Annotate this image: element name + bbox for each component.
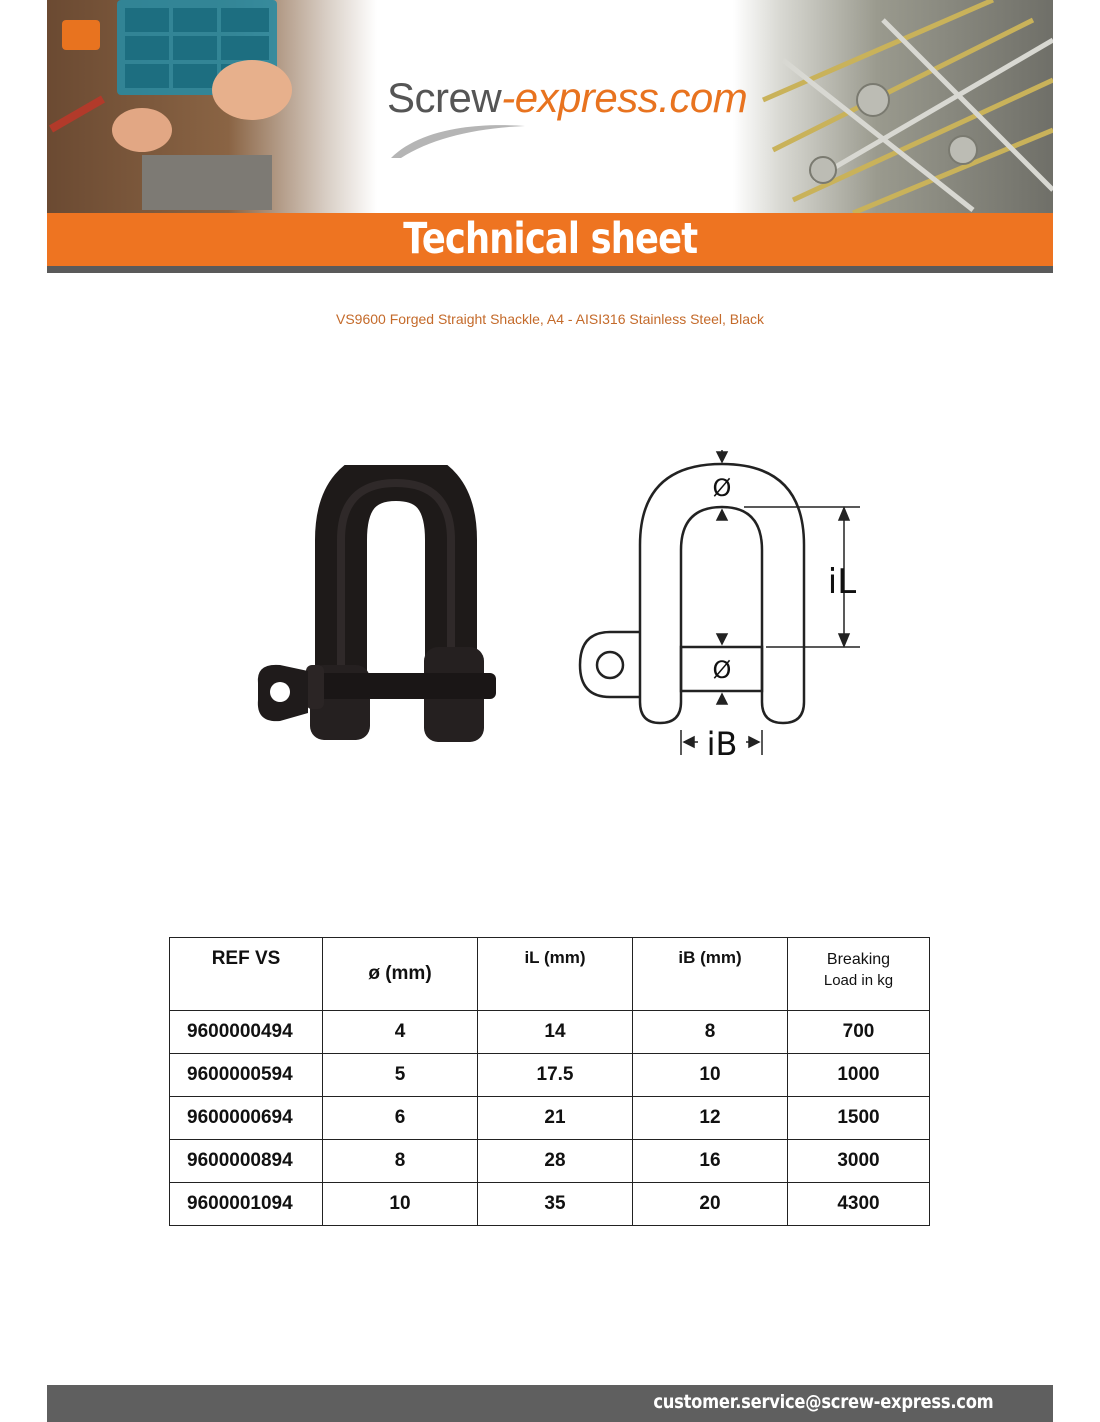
header-banner <box>47 0 1053 213</box>
cell-il: 28 <box>478 1140 633 1183</box>
col-header-breaking-load <box>788 938 930 1011</box>
cell-ref: 9600000594 <box>170 1054 323 1097</box>
col-header-il: iL (mm) <box>478 938 633 1011</box>
shackle-photo <box>246 465 546 755</box>
logo-text-domain: -express.com <box>501 74 748 121</box>
cell-ib: 10 <box>633 1054 788 1097</box>
logo-text-main: Screw <box>387 74 502 121</box>
footer-bar <box>47 1385 1053 1422</box>
cell-ref: 9600000894 <box>170 1140 323 1183</box>
table-row <box>170 1011 930 1054</box>
contact-email[interactable]: customer.service@screw-express.com <box>652 1391 993 1413</box>
cell-ib: 12 <box>633 1097 788 1140</box>
spec-table <box>169 937 930 1226</box>
cell-ref: 9600000694 <box>170 1097 323 1140</box>
cell-diameter: 10 <box>323 1183 478 1226</box>
cell-load: 3000 <box>788 1140 930 1183</box>
banner-photo-tools <box>47 0 377 213</box>
cell-diameter: 6 <box>323 1097 478 1140</box>
cell-diameter: 8 <box>323 1140 478 1183</box>
title-bar <box>47 213 1053 266</box>
cell-diameter: 5 <box>323 1054 478 1097</box>
cell-diameter: 4 <box>323 1011 478 1054</box>
screws-illustration <box>733 0 1053 213</box>
cell-ib: 16 <box>633 1140 788 1183</box>
banner-photo-screws <box>733 0 1053 213</box>
cell-ref: 9600001094 <box>170 1183 323 1226</box>
breaking-line2: Load in kg <box>823 972 894 989</box>
shackle-dimension-drawing <box>570 440 870 770</box>
cell-load: 700 <box>788 1011 930 1054</box>
cell-load: 1000 <box>788 1054 930 1097</box>
table-row <box>170 1054 930 1097</box>
site-logo <box>387 74 747 122</box>
cell-load: 4300 <box>788 1183 930 1226</box>
table-row <box>170 1183 930 1226</box>
cell-il: 17.5 <box>478 1054 633 1097</box>
cell-ib: 20 <box>633 1183 788 1226</box>
table-row <box>170 1097 930 1140</box>
diameter-top-label: Ø <box>712 474 732 502</box>
col-header-ib: iB (mm) <box>633 938 788 1011</box>
cell-ref: 9600000494 <box>170 1011 323 1054</box>
logo-swoosh-icon <box>387 118 527 160</box>
cell-il: 14 <box>478 1011 633 1054</box>
cell-ib: 8 <box>633 1011 788 1054</box>
col-header-ref: REF VS <box>170 938 323 1011</box>
tools-illustration <box>47 0 377 213</box>
ib-label: iB <box>706 725 738 763</box>
il-label: iL <box>827 562 857 602</box>
cell-il: 35 <box>478 1183 633 1226</box>
sheet-title: Technical sheet <box>402 214 697 264</box>
table-header-row <box>170 938 930 1011</box>
diameter-pin-label: Ø <box>712 656 732 684</box>
col-header-diameter: ø (mm) <box>323 938 478 1011</box>
product-title: VS9600 Forged Straight Shackle, A4 - AISI316 Stainless Steel, Black <box>335 311 765 327</box>
breaking-line1: Breaking <box>826 951 891 968</box>
cell-load: 1500 <box>788 1097 930 1140</box>
cell-il: 21 <box>478 1097 633 1140</box>
table-row <box>170 1140 930 1183</box>
divider <box>47 266 1053 273</box>
